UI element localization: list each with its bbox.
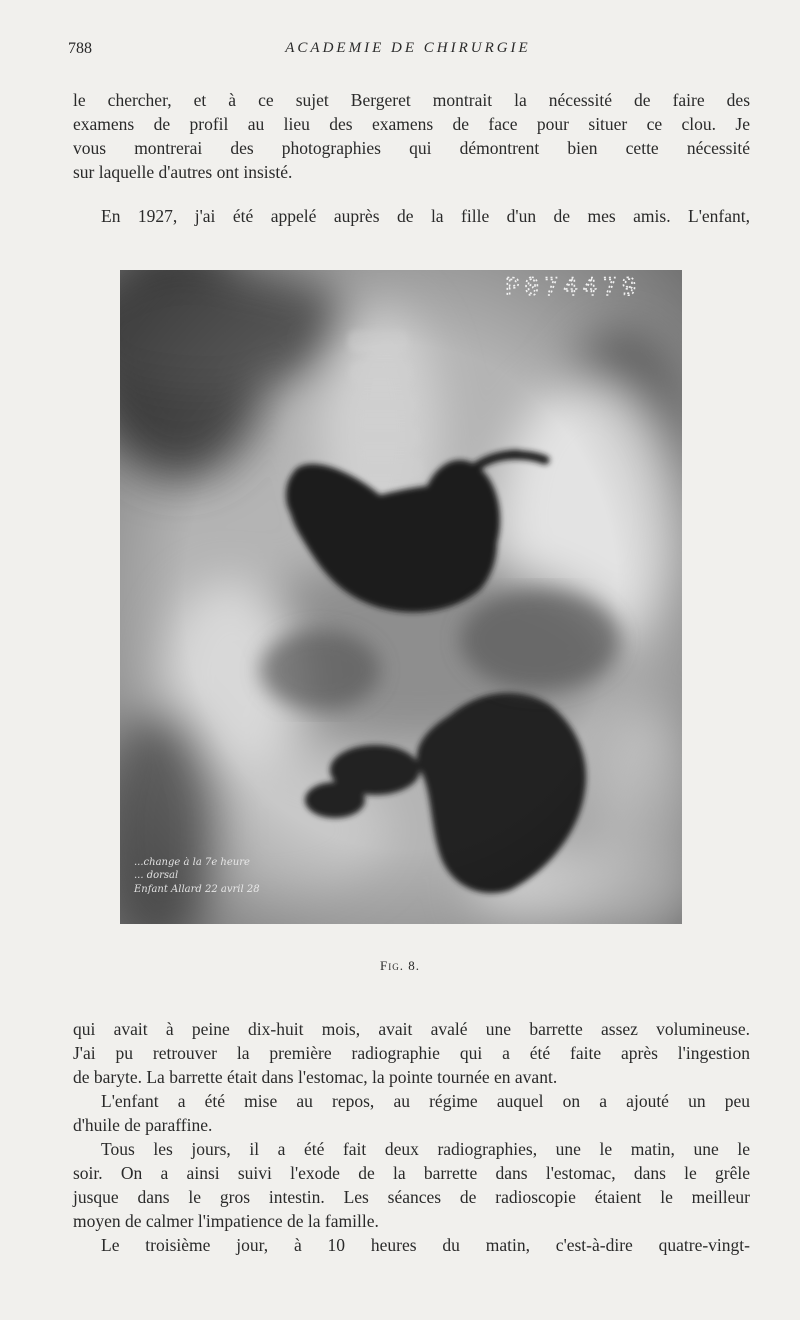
text-line: de baryte. La barrette était dans l'estomac, la pointe tournée en avant.: [73, 1067, 558, 1087]
radiograph-image: [120, 270, 682, 924]
text-line: d'huile de paraffine.: [73, 1115, 213, 1135]
running-title: ACADEMIE DE CHIRURGIE: [285, 40, 531, 56]
text-line: L'enfant a été mise au repos, au régime auquel on a ajouté un peu: [101, 1091, 750, 1111]
bottom-paragraphs: [73, 1017, 750, 1257]
page-header: [68, 40, 748, 64]
text-line: jusque dans le gros intestin. Les séances de radioscopie étaient le meilleur: [73, 1187, 750, 1207]
text-line: J'ai pu retrouver la première radiographie qui a été faite après l'ingestion: [73, 1043, 750, 1063]
figure-caption: Fig. 8.: [380, 958, 420, 973]
text-line: En 1927, j'ai été appelé auprès de la fille d'un de mes amis. L'enfant,: [101, 206, 750, 226]
handwritten-note-line: ... dorsal: [134, 870, 179, 881]
text-line: Tous les jours, il a été fait deux radiographies, une le matin, une le: [101, 1139, 750, 1159]
text-line: moyen de calmer l'impatience de la famille.: [73, 1211, 379, 1231]
text-line: le chercher, et à ce sujet Bergeret montrait la nécessité de faire des: [73, 90, 750, 110]
text-line: sur laquelle d'autres ont insisté.: [73, 162, 293, 182]
page-number: 788: [68, 40, 92, 57]
text-line: examens de profil au lieu des examens de face pour situer ce clou. Je: [73, 114, 750, 134]
text-line: vous montrerai des photographies qui démontrent bien cette nécessité: [73, 138, 750, 158]
radiograph-figure: [120, 270, 682, 924]
text-line: soir. On a ainsi suivi l'exode de la barrette dans l'estomac, dans le grêle: [73, 1163, 750, 1183]
second-paragraph: [73, 204, 750, 228]
text-line: Le troisième jour, à 10 heures du matin, c'est-à-dire quatre-vingt-: [101, 1235, 750, 1255]
film-number: P074479: [505, 273, 642, 301]
top-paragraph: [73, 88, 750, 184]
handwritten-note-line: ...change à la 7e heure: [134, 857, 250, 868]
handwritten-note-line: Enfant Allard 22 avril 28: [134, 884, 260, 895]
text-line: qui avait à peine dix-huit mois, avait avalé une barrette assez volumineuse.: [73, 1019, 750, 1039]
